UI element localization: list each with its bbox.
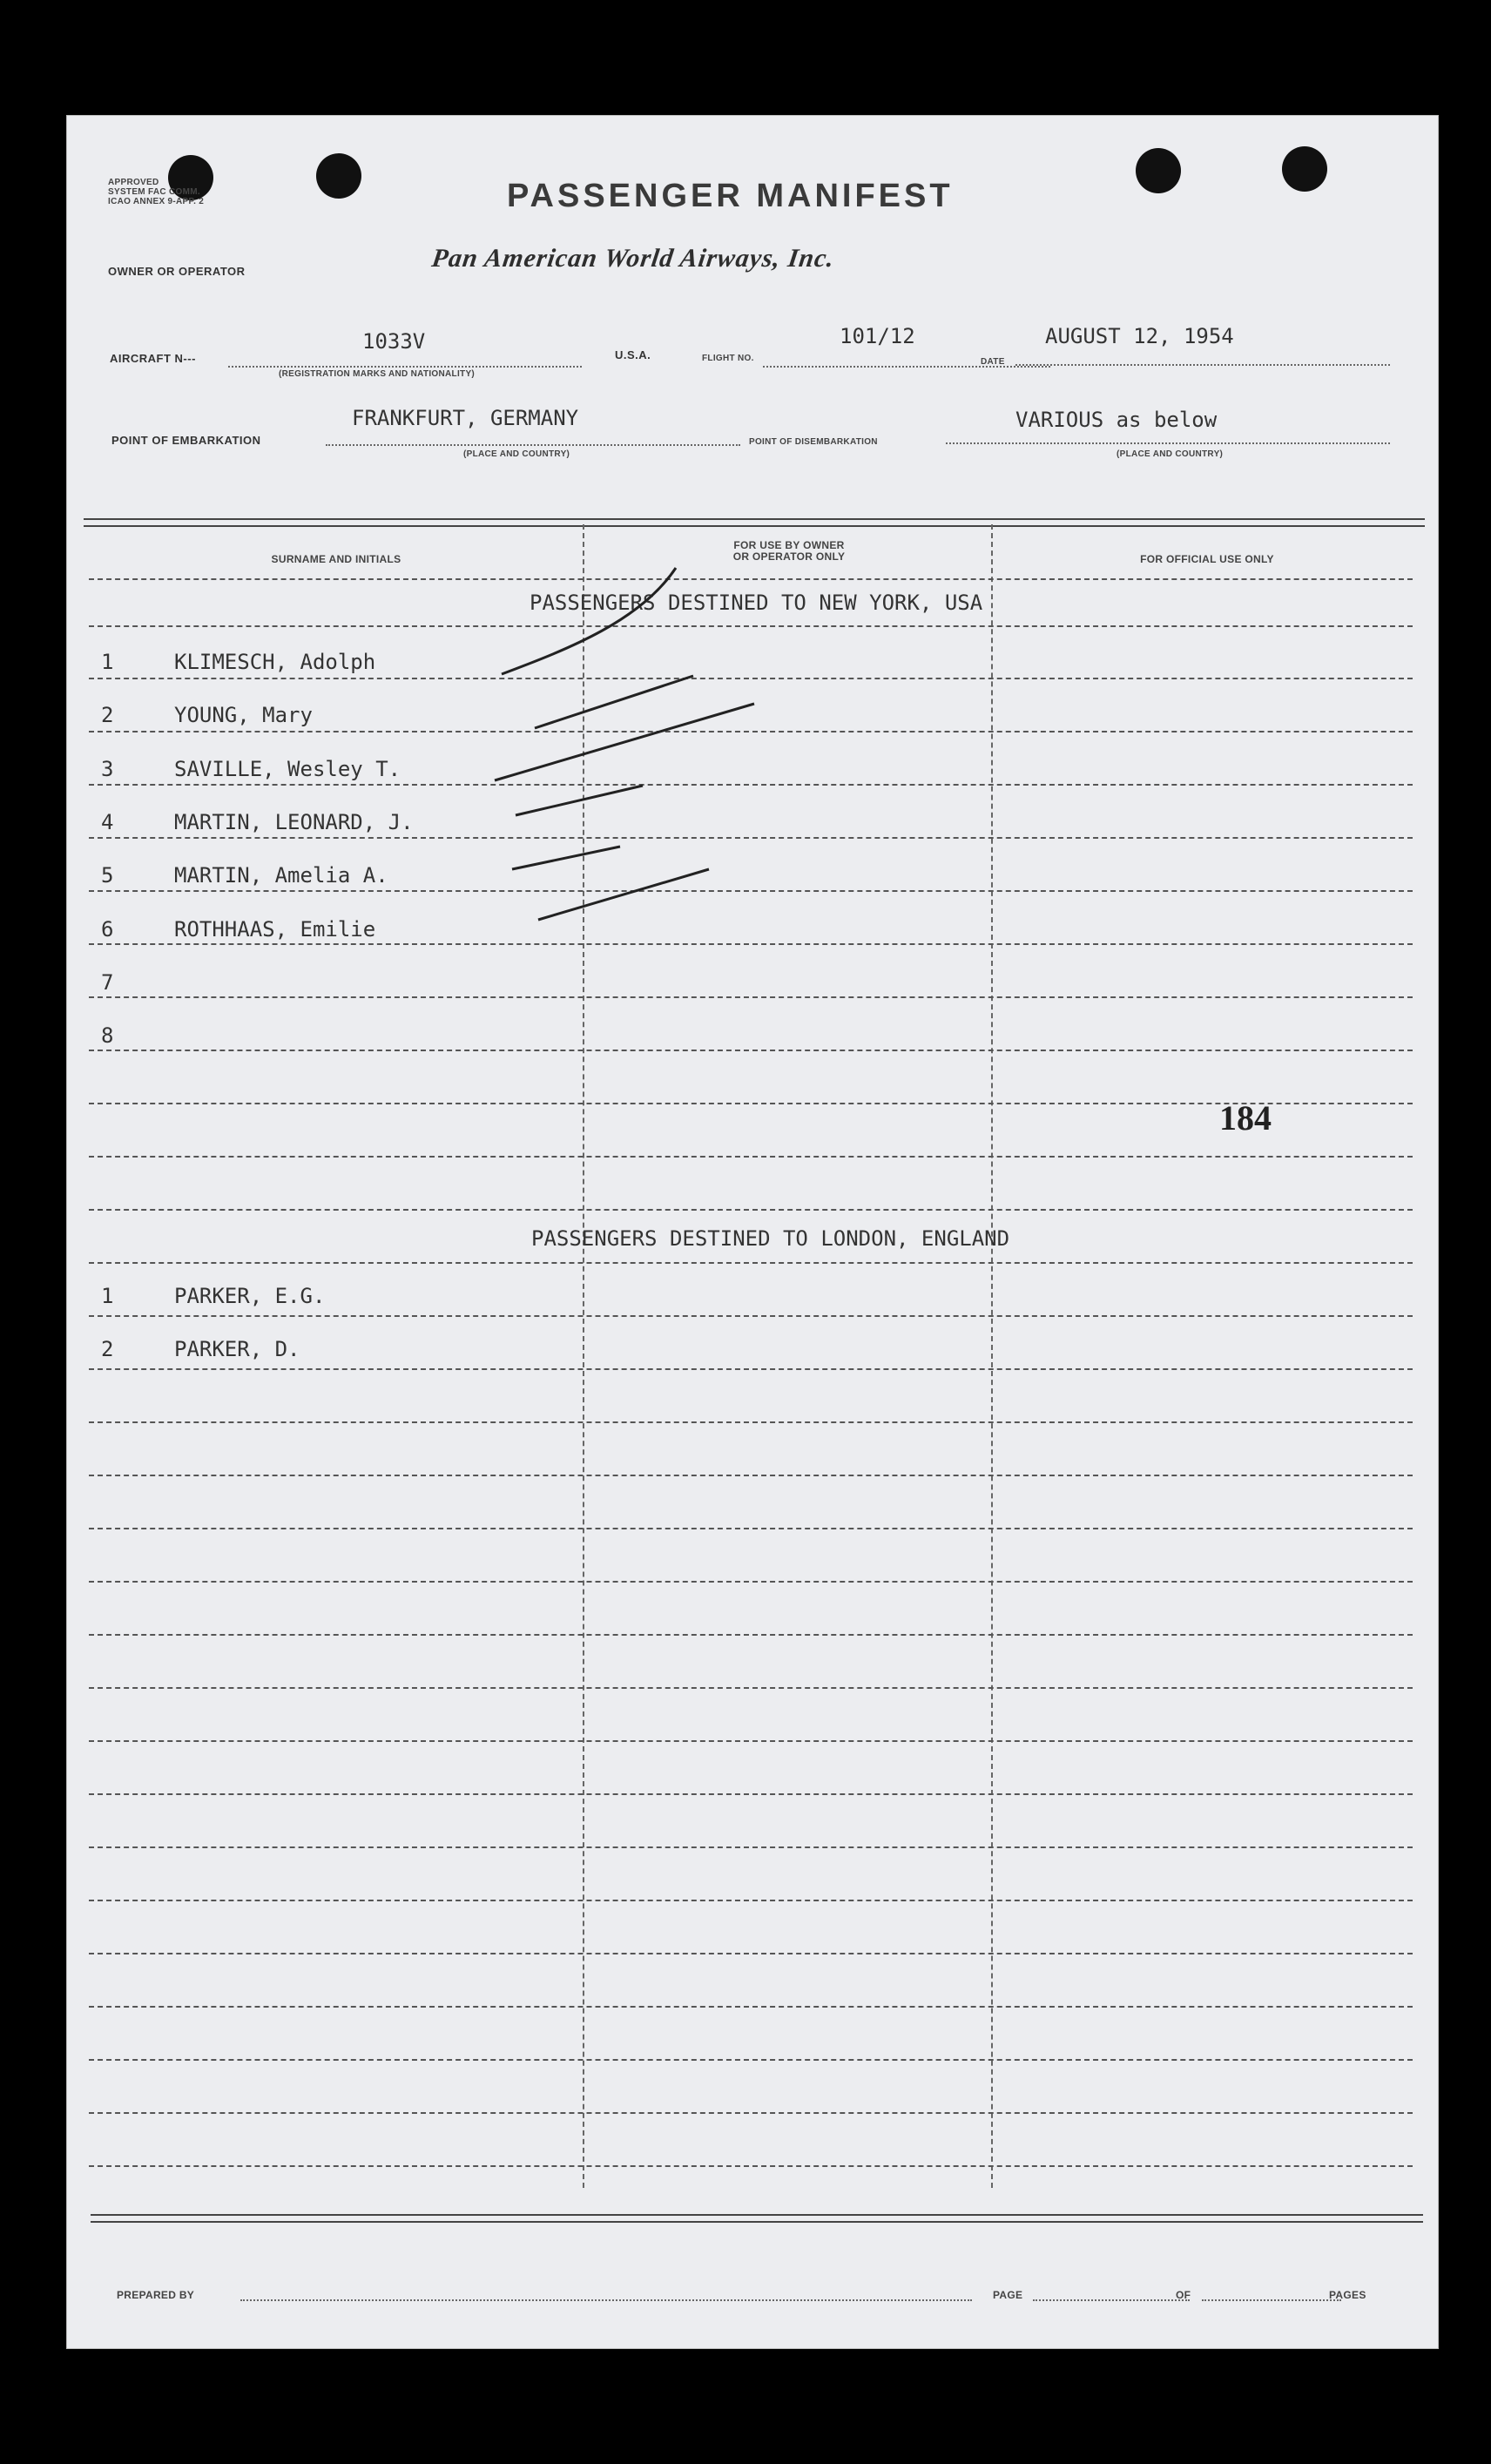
of-label: OF [1176, 2289, 1191, 2301]
check-stroke [495, 704, 754, 780]
embark-label: POINT OF EMBARKATION [111, 434, 261, 447]
approval-line: ICAO ANNEX 9-APP. 2 [108, 197, 205, 206]
check-stroke [502, 568, 676, 674]
pages-label: PAGES [1329, 2289, 1366, 2301]
of-underline [1202, 2299, 1341, 2301]
passenger-number: 8 [101, 1023, 114, 1049]
approval-line: SYSTEM FAC COMM. [108, 187, 200, 197]
prepared-by-underline [240, 2299, 972, 2301]
embark-value: FRANKFURT, GERMANY [352, 406, 579, 430]
disembark-sublabel: (PLACE AND COUNTRY) [1117, 449, 1224, 459]
date-value: AUGUST 12, 1954 [1045, 324, 1234, 348]
passenger-name: KLIMESCH, Adolph [174, 650, 376, 674]
disembark-value: VARIOUS as below [1015, 408, 1218, 432]
prepared-by-label: PREPARED BY [117, 2289, 195, 2301]
column-header-surname: SURNAME AND INITIALS [271, 553, 401, 565]
table-bottom-rule [91, 2214, 1423, 2223]
aircraft-label: AIRCRAFT N--- [110, 352, 196, 365]
aircraft-sublabel: (REGISTRATION MARKS AND NATIONALITY) [279, 369, 476, 379]
passenger-name: PARKER, D. [174, 1337, 300, 1361]
page-underline [1033, 2299, 1190, 2301]
check-stroke [535, 676, 693, 728]
page-number-stamp: 184 [1219, 1098, 1272, 1137]
flight-value: 101/12 [840, 324, 915, 348]
group-heading-new-york: PASSENGERS DESTINED TO NEW YORK, USA [530, 591, 983, 615]
aircraft-value: 1033V [362, 329, 426, 354]
passenger-number: 2 [101, 1337, 114, 1361]
check-stroke [538, 869, 709, 920]
owner-use-line: FOR USE BY OWNER [733, 539, 845, 551]
check-stroke [516, 786, 643, 815]
owner-use-line: OR OPERATOR ONLY [732, 550, 846, 563]
operator-stamp: Pan American World Airways, Inc. [429, 244, 837, 273]
check-stroke [512, 847, 620, 869]
disembark-label: POINT OF DISEMBARKATION [749, 437, 878, 447]
approval-line: APPROVED [108, 178, 159, 187]
document-title: PASSENGER MANIFEST [507, 178, 954, 214]
passenger-name: YOUNG, Mary [174, 703, 313, 728]
manifest-sheet [66, 115, 1439, 2349]
passenger-number: 1 [101, 650, 114, 674]
passenger-number: 1 [101, 1284, 114, 1308]
date-label: DATE [981, 357, 1005, 367]
embark-sublabel: (PLACE AND COUNTRY) [463, 449, 570, 459]
passenger-name: MARTIN, LEONARD, J. [174, 809, 414, 834]
owner-label: OWNER OR OPERATOR [108, 265, 246, 278]
column-header-official: FOR OFFICIAL USE ONLY [1140, 553, 1274, 565]
group-heading-london: PASSENGERS DESTINED TO LONDON, ENGLAND [531, 1226, 1010, 1251]
passenger-name: MARTIN, Amelia A. [174, 863, 388, 888]
passenger-name: SAVILLE, Wesley T. [174, 756, 401, 781]
passenger-number: 4 [101, 809, 114, 834]
passenger-number: 7 [101, 969, 114, 995]
usa-label: U.S.A. [615, 348, 651, 361]
passenger-number: 2 [101, 703, 114, 728]
passenger-number: 3 [101, 756, 114, 781]
passenger-name: ROTHHAAS, Emilie [174, 916, 376, 942]
passenger-number: 5 [101, 863, 114, 888]
page-label: PAGE [993, 2289, 1023, 2301]
passenger-name: PARKER, E.G. [174, 1284, 326, 1308]
flight-label: FLIGHT NO. [702, 354, 754, 363]
passenger-number: 6 [101, 916, 114, 942]
